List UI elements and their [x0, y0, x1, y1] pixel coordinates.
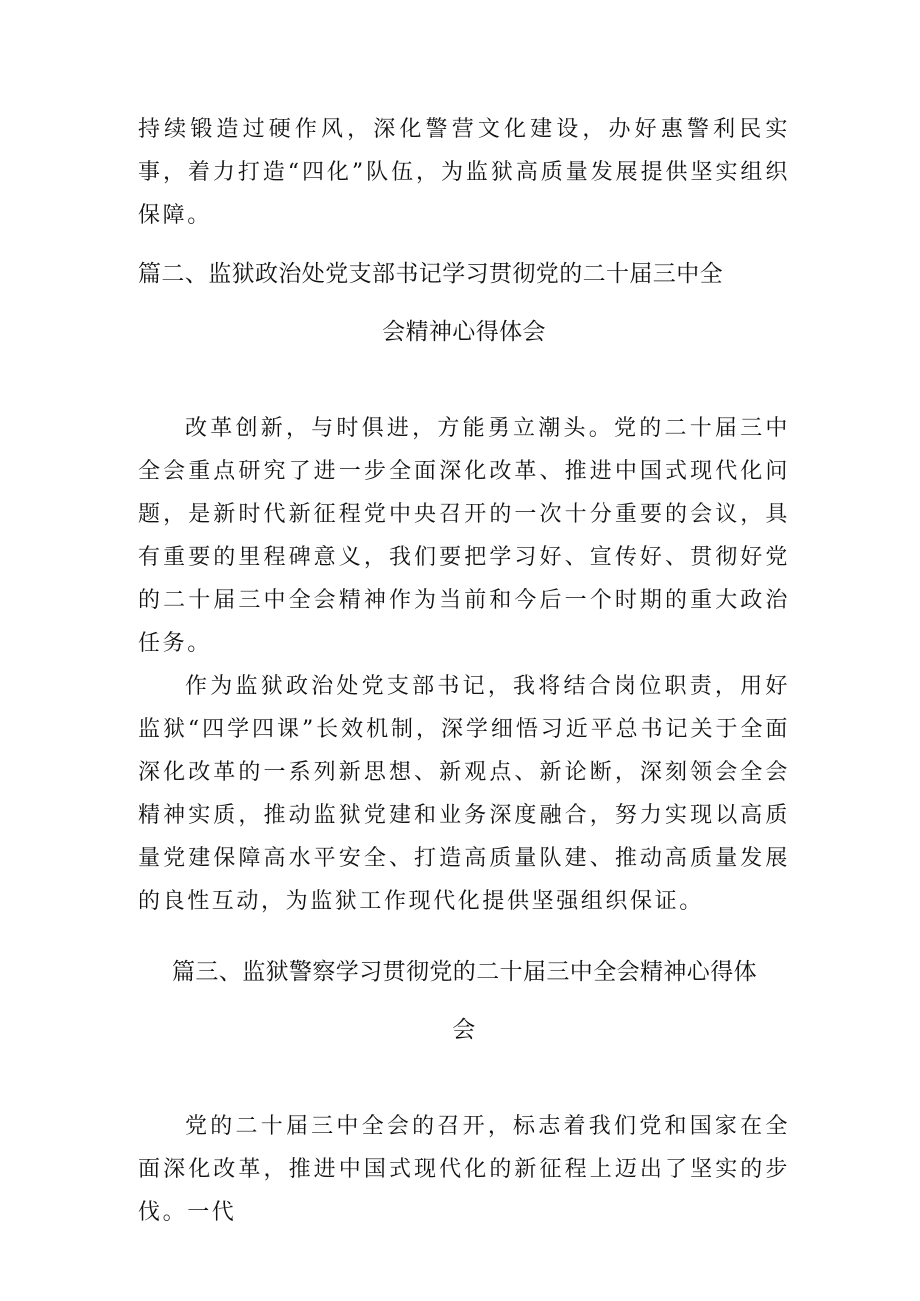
section-three-title-line1: 篇三、监狱警察学习贯彻党的二十届三中全会精神心得体 [172, 959, 757, 985]
paragraph-text: 持续锻造过硬作风，深化警营文化建设，办好惠警利民实事，着力打造“四化”队伍，为监狱高质量发展提供坚实组织保障。 [138, 117, 790, 228]
section-two-body [138, 407, 790, 923]
section-two-title-line2: 会精神心得体会 [382, 319, 546, 345]
continued-paragraph [138, 108, 790, 237]
section-two-title-line1: 篇二、监狱政治处党支部书记学习贯彻党的二十届三中全 [138, 261, 723, 287]
section-three-body [138, 1105, 790, 1234]
section-three-paragraph-1: 党的二十届三中全会的召开，标志着我们党和国家在全面深化改革，推进中国式现代化的新征程上迈出了坚实的步伐。一代 [138, 1114, 790, 1225]
section-two-title [138, 245, 790, 361]
section-two-paragraph-1: 改革创新，与时俱进，方能勇立潮头。党的二十届三中全会重点研究了进一步全面深化改革、推进中国式现代化问题，是新时代新征程党中央召开的一次十分重要的会议，具有重要的里程碑意义，我们要把学习好、宣传好、贯彻好党的二十届三中全会精神作为当前和今后一个时期的重大政治任务。 [138, 416, 790, 656]
section-three-title [138, 943, 790, 1059]
section-two-paragraph-2: 作为监狱政治处党支部书记，我将结合岗位职责，用好监狱“四学四课”长效机制，深学细悟习近平总书记关于全面深化改革的一系列新思想、新观点、新论断，深刻领会全会精神实质，推动监狱党建和业务深度融合，努力实现以高质量党建保障高水平安全、打造高质量队建、推动高质量发展的良性互动，为监狱工作现代化提供坚强组织保证。 [138, 674, 790, 914]
section-three-title-line2: 会 [452, 1017, 476, 1043]
